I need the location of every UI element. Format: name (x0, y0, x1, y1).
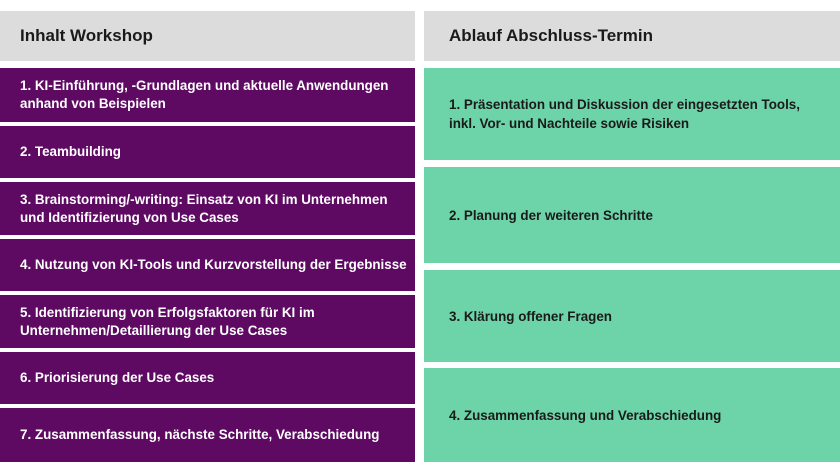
workshop-item-6-text: 6. Priorisierung der Use Cases (20, 370, 215, 385)
workshop-item-5 (0, 295, 415, 348)
final-meeting-item-3 (424, 270, 840, 362)
final-meeting-item-4-text: 4. Zusammenfassung und Verabschiedung (449, 407, 722, 423)
final-meeting-header (424, 11, 840, 61)
workshop-item-4-text: 4. Nutzung von KI-Tools und Kurzvorstellung der Ergebnisse (20, 257, 407, 272)
workshop-content-column (0, 11, 415, 442)
final-meeting-item-4 (424, 368, 840, 462)
final-meeting-item-2-text: 2. Planung der weiteren Schritte (449, 207, 653, 223)
workshop-item-6 (0, 352, 415, 404)
final-meeting-item-2 (424, 167, 840, 263)
workshop-item-3-text: 3. Brainstorming/-writing: Einsatz von KI im Unternehmen und Identifizierung von Use Cases (20, 191, 388, 225)
workshop-item-1-text: 1. KI-Einführung, -Grundlagen und aktuelle Anwendungen anhand von Beispielen (20, 78, 389, 111)
final-meeting-column (424, 11, 840, 423)
workshop-item-3 (0, 182, 415, 235)
workshop-item-2 (0, 126, 415, 178)
workshop-content-title: Inhalt Workshop (20, 26, 153, 45)
workshop-item-7 (0, 408, 415, 462)
final-meeting-item-1-text: 1. Präsentation und Diskussion der eingesetzten Tools, inkl. Vor- und Nachteile sowie Risiken (449, 97, 800, 131)
final-meeting-title: Ablauf Abschluss-Termin (449, 26, 654, 45)
final-meeting-item-3-text: 3. Klärung offener Fragen (449, 308, 612, 324)
workshop-item-4 (0, 239, 415, 291)
workshop-item-1 (0, 68, 415, 122)
final-meeting-item-1 (424, 68, 840, 160)
workshop-item-2-text: 2. Teambuilding (20, 144, 121, 159)
workshop-item-5-text: 5. Identifizierung von Erfolgsfaktoren für KI im Unternehmen/Detaillierung der Use Cases (20, 304, 315, 338)
workshop-item-7-text: 7. Zusammenfassung, nächste Schritte, Verabschiedung (20, 427, 380, 442)
workshop-content-header (0, 11, 415, 61)
